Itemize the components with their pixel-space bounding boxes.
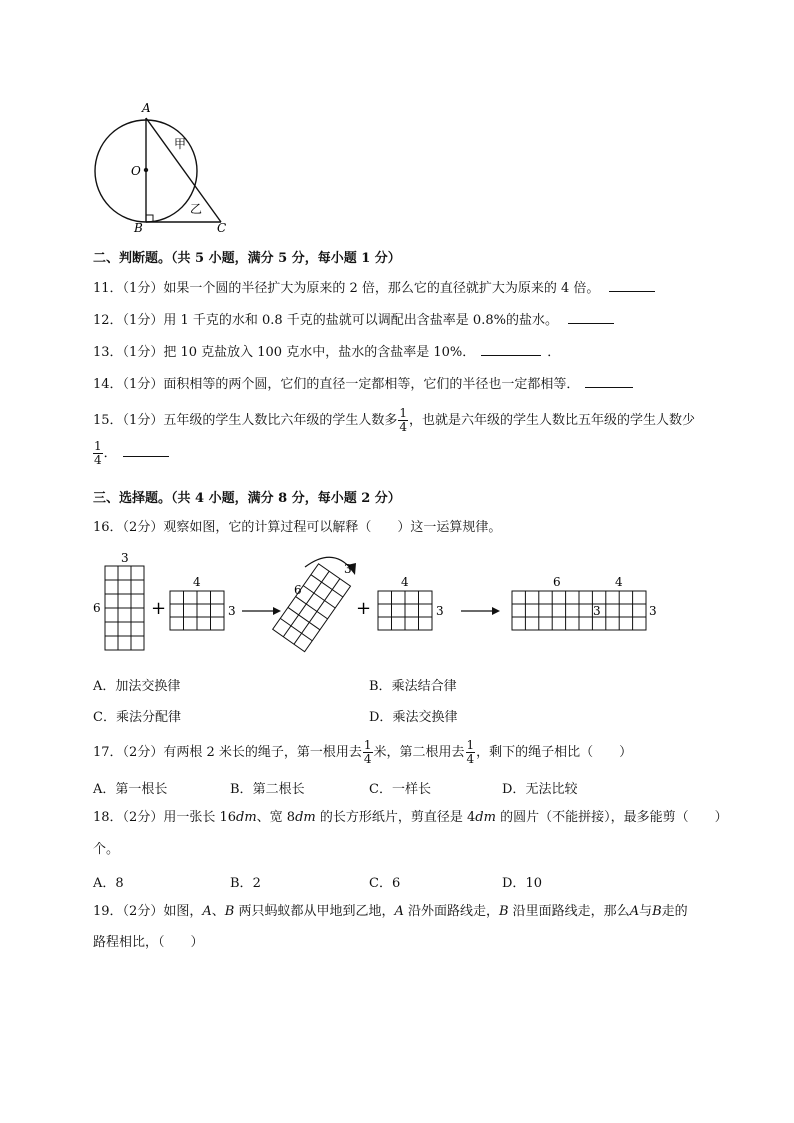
q19-b-3: B	[652, 904, 662, 919]
q12-text: 用 1 千克的水和 0.8 千克的盐就可以调配出含盐率是 0.8%的盐水。	[163, 313, 558, 328]
question-19	[93, 903, 688, 921]
q19-text-f: 走的	[661, 904, 688, 919]
q12-score: （1分）	[122, 313, 164, 328]
q18-option-c-text: 6	[391, 876, 401, 891]
q17-frac1-num: 1	[363, 738, 372, 752]
q11-answer-blank[interactable]	[609, 279, 655, 292]
q17-frac2-den: 4	[466, 752, 475, 766]
grid1-height-label: 6	[93, 601, 101, 615]
q18-option-d[interactable]	[502, 872, 542, 891]
q19-a-2: A	[394, 904, 404, 919]
q18-option-d-text: 10	[525, 876, 542, 891]
grid2-width-label: 4	[193, 575, 201, 589]
q13-text: 把 10 克盐放入 100 克水中，盐水的含盐率是 10%．	[163, 345, 476, 360]
q18-option-c[interactable]	[369, 872, 400, 891]
q19-a-1: A	[202, 904, 212, 919]
q16-option-a-key: A．	[93, 679, 116, 694]
question-18	[93, 809, 728, 827]
q17-option-b[interactable]	[230, 778, 305, 797]
q17-option-d-text: 无法比较	[525, 782, 578, 797]
circle-triangle-figure	[88, 98, 238, 238]
question-11	[93, 279, 655, 298]
q17-fraction-2	[466, 739, 476, 766]
q19-text-e: 与	[639, 904, 653, 919]
question-12	[93, 311, 614, 330]
q14-score: （1分）	[122, 377, 164, 392]
q12-num: 12．	[93, 313, 123, 328]
question-17	[93, 739, 632, 766]
q16-option-a-text: 加法交换律	[115, 679, 181, 694]
grid5-width-label-4: 4	[615, 575, 623, 589]
grid2-height-label: 3	[228, 604, 236, 618]
q17-text-c: ，剩下的绳子相比（ ）	[476, 745, 633, 760]
q18-num: 18．	[93, 810, 123, 825]
q18-option-b[interactable]	[230, 872, 261, 891]
q17-frac2-num: 1	[466, 738, 475, 752]
q18-text-b: 、宽 8	[256, 810, 296, 825]
arrow-2-head	[492, 607, 500, 615]
grid-4x3-second	[378, 591, 432, 630]
q16-option-b-key: B．	[369, 679, 392, 694]
grid5-width-label-6: 6	[553, 575, 561, 589]
q16-option-c[interactable]	[93, 706, 181, 725]
q12-answer-blank[interactable]	[568, 311, 614, 324]
q16-option-c-key: C．	[93, 710, 116, 725]
q16-option-b-text: 乘法结合律	[391, 679, 457, 694]
q17-option-b-key: B．	[230, 782, 253, 797]
question-14	[93, 375, 633, 394]
question-13	[93, 343, 560, 362]
q15-frac2-den: 4	[94, 453, 102, 467]
q17-text-a: 有两根 2 米长的绳子，第一根用去	[163, 745, 362, 760]
q16-num: 16．	[93, 520, 123, 535]
q16-option-d-key: D．	[369, 710, 393, 725]
q15-frac2-num: 1	[94, 439, 102, 453]
label-jia: 甲	[174, 137, 187, 151]
q16-option-d[interactable]	[369, 706, 457, 725]
section2-title: 二、判断题。（共 5 小题，满分 5 分，每小题 1 分）	[93, 251, 401, 266]
grid5-mid-label: 3	[593, 604, 601, 618]
q19-text-c: 沿外面路线走，	[403, 904, 499, 919]
question-15	[93, 407, 695, 434]
q17-option-a-text: 第一根长	[115, 782, 168, 797]
combined-grid-10x3	[512, 591, 646, 630]
q15-score: （1分）	[122, 413, 164, 428]
arrow-1-head	[273, 607, 281, 615]
label-a: A	[142, 101, 151, 115]
grid4-height-label: 3	[436, 604, 444, 618]
q15-frac1-num: 1	[399, 406, 407, 420]
grid3-width-label: 3	[344, 562, 352, 576]
q17-option-d[interactable]	[502, 778, 577, 797]
center-dot	[144, 168, 148, 172]
q11-score: （1分）	[122, 281, 164, 296]
q17-option-c-key: C．	[369, 782, 392, 797]
q18-option-a-text: 8	[115, 876, 124, 891]
q13-score: （1分）	[122, 345, 164, 360]
q19-score: （2分）	[122, 904, 164, 919]
q15-text-b: ，也就是六年级的学生人数比五年级的学生人数少	[408, 413, 695, 428]
q16-option-d-text: 乘法交换律	[392, 710, 458, 725]
plus-sign-1: +	[151, 598, 167, 619]
grid3-height-label: 6	[294, 583, 302, 597]
question-19-line2: 路程相比，（ ）	[93, 935, 204, 950]
q17-option-c[interactable]	[369, 778, 431, 797]
grid5-height-label: 3	[649, 604, 657, 618]
q15-text-a: 五年级的学生人数比六年级的学生人数多	[163, 413, 398, 428]
plus-sign-2: +	[356, 598, 372, 619]
q17-text-b: 米，第二根用去	[373, 745, 465, 760]
q18-option-a-key: A．	[93, 876, 116, 891]
q17-option-b-text: 第二根长	[252, 782, 305, 797]
q13-num: 13．	[93, 345, 123, 360]
q19-text-a: 如图，	[163, 904, 203, 919]
question-15-line2	[92, 440, 169, 467]
label-b: B	[134, 221, 143, 235]
q17-num: 17．	[93, 745, 123, 760]
q19-b-1: B	[224, 904, 235, 919]
q16-option-a[interactable]	[93, 675, 180, 694]
grid1-width-label: 3	[121, 551, 129, 565]
q11-text: 如果一个圆的半径扩大为原来的 2 倍，那么它的直径就扩大为原来的 4 倍。	[163, 281, 600, 296]
q17-option-a-key: A．	[93, 782, 116, 797]
q15-text-c: ．	[103, 446, 117, 461]
q17-option-c-text: 一样长	[391, 782, 431, 797]
q16-score: （2分）	[122, 520, 164, 535]
q18-unit-2: dm	[295, 810, 316, 825]
q16-figure	[88, 548, 668, 653]
q14-answer-blank[interactable]	[585, 375, 633, 388]
q18-option-c-key: C．	[369, 876, 392, 891]
question-16	[93, 519, 501, 537]
q17-option-a[interactable]	[93, 778, 167, 797]
q18-unit-3: dm	[475, 810, 496, 825]
q19-text-b: 两只蚂蚁都从甲地到乙地，	[234, 904, 395, 919]
q11-num: 11．	[93, 281, 123, 296]
q19-sep: 、	[211, 904, 225, 919]
section3-title: 三、选择题。（共 4 小题，满分 8 分，每小题 2 分）	[93, 491, 401, 506]
q18-text-c: 的长方形纸片，剪直径是 4	[315, 810, 476, 825]
q18-score: （2分）	[122, 810, 164, 825]
q17-fraction-1	[363, 739, 373, 766]
q18-option-b-text: 2	[252, 876, 261, 891]
rotated-grid-3x6	[273, 564, 351, 652]
label-o: O	[131, 164, 141, 178]
q15-num: 15．	[93, 413, 123, 428]
q14-num: 14．	[93, 377, 123, 392]
q15-answer-blank[interactable]	[123, 444, 169, 457]
q18-option-b-key: B．	[230, 876, 253, 891]
q15-fraction-1	[398, 407, 408, 434]
q19-text-d: 沿里面路线走，那么	[508, 904, 630, 919]
grid4-width-label: 4	[401, 575, 409, 589]
label-c: C	[217, 221, 227, 235]
q18-text-d: 的圆片（不能拼接），最多能剪（ ）	[495, 810, 728, 825]
question-18-line2: 个。	[93, 842, 120, 857]
q17-score: （2分）	[122, 745, 164, 760]
q16-text: 观察如图，它的计算过程可以解释（ ）这一运算规律。	[163, 520, 502, 535]
q13-answer-blank[interactable]	[481, 343, 541, 356]
grid-4x3	[170, 591, 224, 630]
q18-option-d-key: D．	[502, 876, 526, 891]
q19-a-3: A	[629, 904, 640, 919]
q13-tail: ．	[547, 345, 561, 360]
q16-option-c-text: 乘法分配律	[115, 710, 181, 725]
q18-text-a: 用一张长 16	[163, 810, 237, 825]
q15-fraction-2	[93, 440, 103, 467]
q14-text: 面积相等的两个圆，它们的直径一定都相等，它们的半径也一定都相等．	[163, 377, 580, 392]
q19-b-2: B	[498, 904, 509, 919]
q17-frac1-den: 4	[363, 752, 372, 766]
grid-3x6	[105, 566, 144, 650]
q17-option-d-key: D．	[502, 782, 526, 797]
q18-option-a[interactable]	[93, 872, 124, 891]
q15-frac1-den: 4	[399, 420, 407, 434]
q16-option-b[interactable]	[369, 675, 457, 694]
q18-unit-1: dm	[236, 810, 257, 825]
q19-num: 19．	[93, 904, 123, 919]
label-yi: 乙	[190, 202, 203, 216]
